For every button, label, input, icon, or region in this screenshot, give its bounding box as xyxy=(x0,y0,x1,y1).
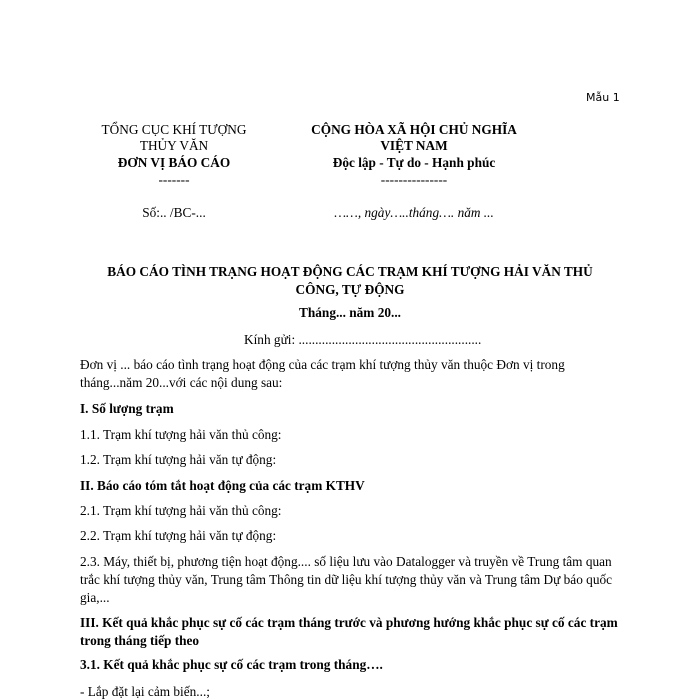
reporting-unit: ĐƠN VỊ BÁO CÁO xyxy=(117,155,231,170)
left-divider: ------- xyxy=(158,172,190,187)
section-1-1: 1.1. Trạm khí tượng hải văn thủ công: xyxy=(80,427,282,442)
section-2-heading: II. Báo cáo tóm tắt hoạt động của các trạm KTHV xyxy=(80,478,365,493)
form-code: Mẫu 1 xyxy=(586,91,620,104)
section-1-2: 1.2. Trạm khí tượng hải văn tự động: xyxy=(80,452,277,467)
report-period: Tháng... năm 20... xyxy=(299,305,401,320)
report-number: Số:.. /BC-... xyxy=(142,205,206,220)
section-3-heading: III. Kết quả khắc phục sự cố các trạm tháng trước và phương hướng khắc phục sự cố các trạm trong tháng tiếp theo xyxy=(80,615,618,648)
national-motto: Độc lập - Tự do - Hạnh phúc xyxy=(332,155,496,170)
section-1-heading: I. Số lượng trạm xyxy=(80,401,174,416)
bullet-item: - Lắp đặt lại cảm biến...; xyxy=(80,684,210,699)
recipient-line: Kính gửi: ....................................................... xyxy=(244,332,482,347)
country-name: CỘNG HÒA XÃ HỘI CHỦ NGHĨA VIỆT NAM xyxy=(311,122,517,153)
section-2-3: 2.3. Máy, thiết bị, phương tiện hoạt động.... số liệu lưu vào Datalogger và truyền về Trung tâm quan trắc khí tượng thủy văn, Trung tâm Thông tin dữ liệu khí tượng thủy văn và Trung tâm Dự báo quốc gia,... xyxy=(80,554,613,605)
report-title: BÁO CÁO TÌNH TRẠNG HOẠT ĐỘNG CÁC TRẠM KHÍ TƯỢNG HẢI VĂN THỦ CÔNG, TỰ ĐỘNG xyxy=(107,264,593,297)
right-divider: --------------- xyxy=(380,172,448,187)
section-2-1: 2.1. Trạm khí tượng hải văn thủ công: xyxy=(80,503,282,518)
section-3-1: 3.1. Kết quả khắc phục sự cố các trạm trong tháng…. xyxy=(80,657,383,672)
agency-name: TỔNG CỤC KHÍ TƯỢNG THỦY VĂN xyxy=(101,122,247,153)
intro-paragraph: Đơn vị ... báo cáo tình trạng hoạt động của các trạm khí tượng thủy văn thuộc Đơn vị trong tháng...năm 20...với các nội dung sau: xyxy=(80,357,565,390)
report-date: ……, ngày…..tháng…. năm ... xyxy=(334,205,494,220)
section-2-2: 2.2. Trạm khí tượng hải văn tự động: xyxy=(80,528,277,543)
